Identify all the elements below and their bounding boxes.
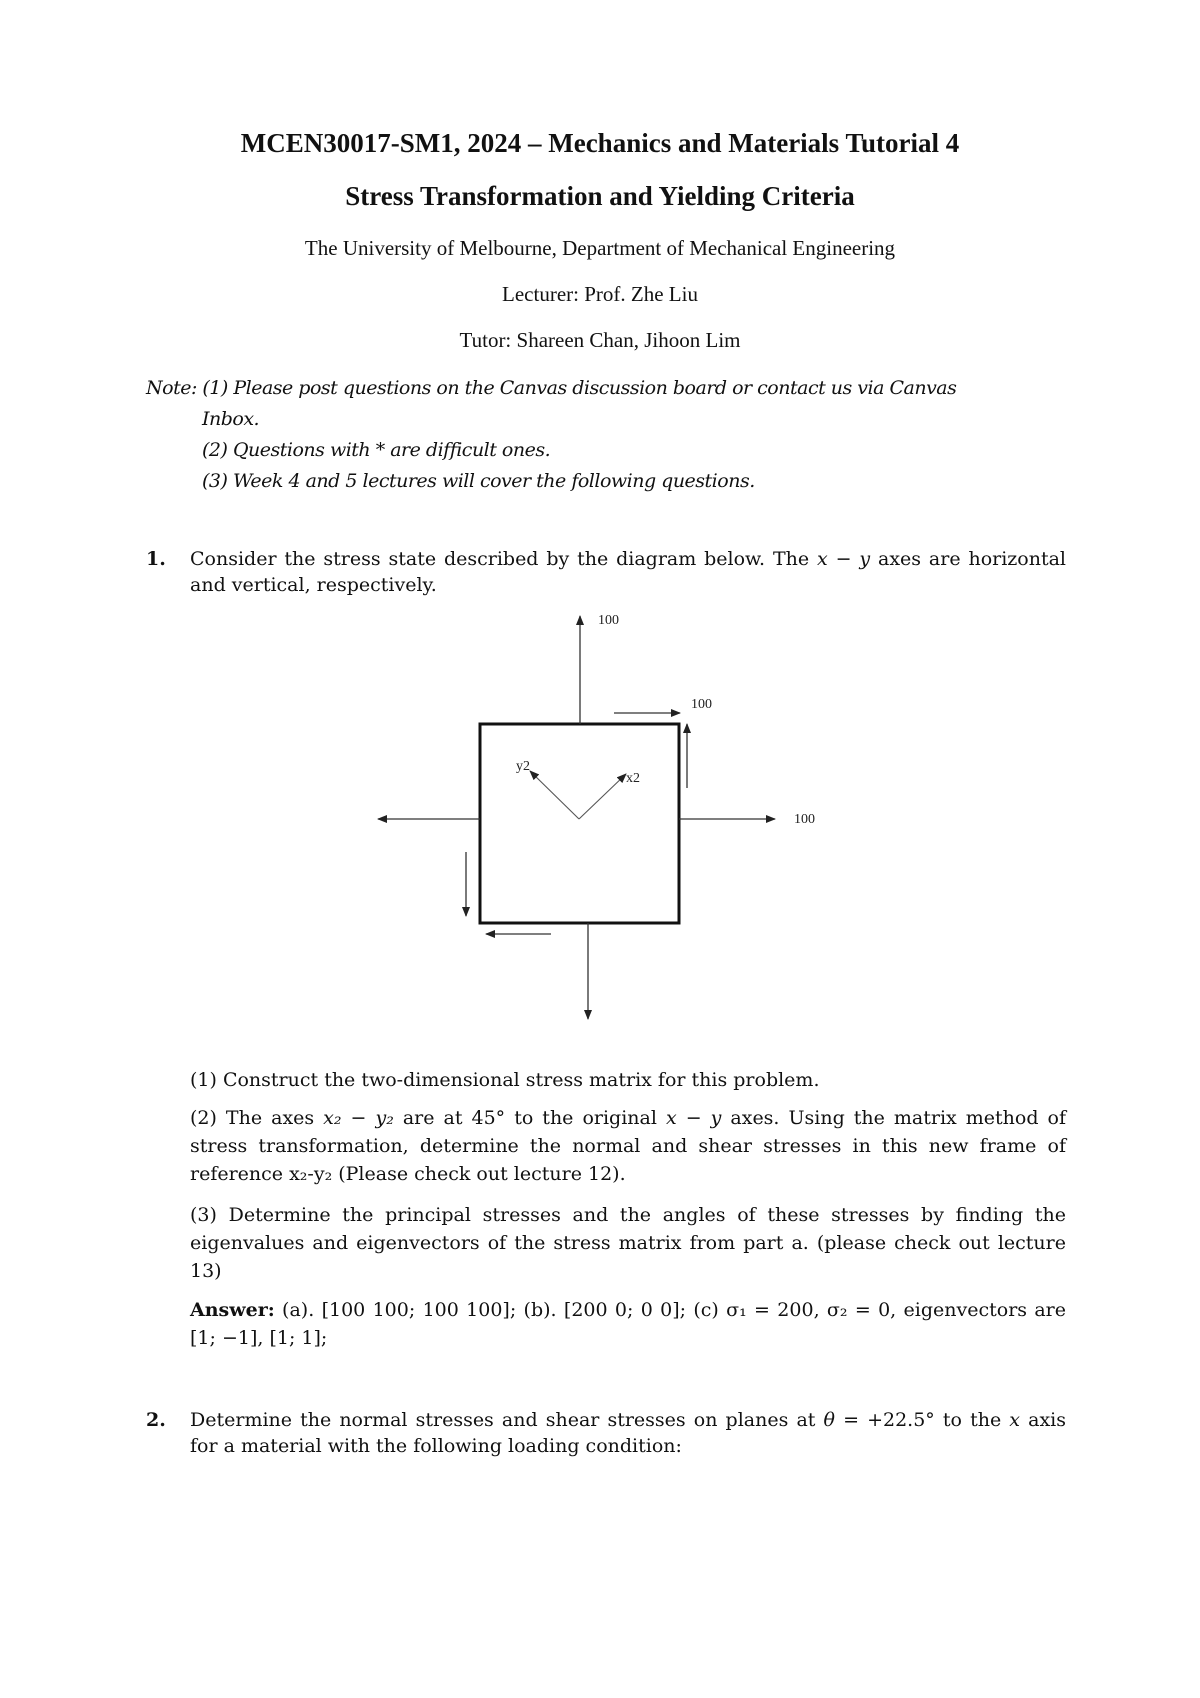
document-subtitle: Stress Transformation and Yielding Criteria: [345, 181, 855, 211]
question-1-intro: Consider the stress state described by the diagram below. The x − y axes are horizontal and vertical, respectively.: [190, 548, 1067, 596]
label-right-stress: 100: [794, 812, 815, 827]
question-1-part-1: (1) Construct the two-dimensional stress matrix for this problem.: [190, 1069, 820, 1091]
document-title: MCEN30017-SM1, 2024 – Mechanics and Materials Tutorial 4: [240, 128, 960, 158]
x2-axis-arrow: [579, 774, 626, 819]
question-1-answer: Answer: (a). [100 100; 100 100]; (b). [200 0; 0 0]; (c) σ₁ = 200, σ₂ = 0, eigenvectors are [1; −1], [1; 1];: [190, 1299, 1066, 1349]
question-2-text: Determine the normal stresses and shear stresses on planes at θ = +22.5° to the x axis for a material with the following loading condition:: [190, 1409, 1066, 1457]
question-1-number: 1.: [146, 548, 166, 570]
question-2: [146, 1407, 1066, 1459]
question-2-number: 2.: [146, 1409, 166, 1431]
stress-element-diagram: [370, 604, 840, 1024]
stress-element-square: [480, 724, 679, 923]
note-line-1b: Inbox.: [202, 408, 260, 430]
note-line-1: Note: (1) Please post questions on the Canvas discussion board or contact us via Canvas: [146, 377, 957, 399]
tutor-line: Tutor: Shareen Chan, Jihoon Lim: [459, 328, 741, 352]
label-top-stress: 100: [598, 613, 619, 628]
question-1: [146, 546, 1066, 598]
lecturer-line: Lecturer: Prof. Zhe Liu: [502, 282, 698, 306]
university-line: The University of Melbourne, Department of Mechanical Engineering: [304, 236, 896, 260]
label-y2-axis: y2: [516, 759, 530, 774]
label-shear-stress: 100: [691, 697, 712, 712]
note-line-3: (3) Week 4 and 5 lectures will cover the following questions.: [202, 470, 755, 492]
y2-axis-arrow: [530, 771, 579, 819]
question-1-part-3: (3) Determine the principal stresses and the angles of these stresses by finding the eigenvalues and eigenvectors of the stress matrix from part a. (please check out lecture 13): [190, 1204, 1066, 1282]
note-block: [146, 373, 1046, 497]
note-line-2: (2) Questions with * are difficult ones.: [202, 439, 551, 461]
question-1-part-2: (2) The axes x₂ − y₂ are at 45° to the original x − y axes. Using the matrix method of stress transformation, determine the normal and shear stresses in this new frame of reference x₂-y₂ (Please check out lecture 12).: [190, 1107, 1066, 1185]
label-x2-axis: x2: [626, 771, 640, 786]
